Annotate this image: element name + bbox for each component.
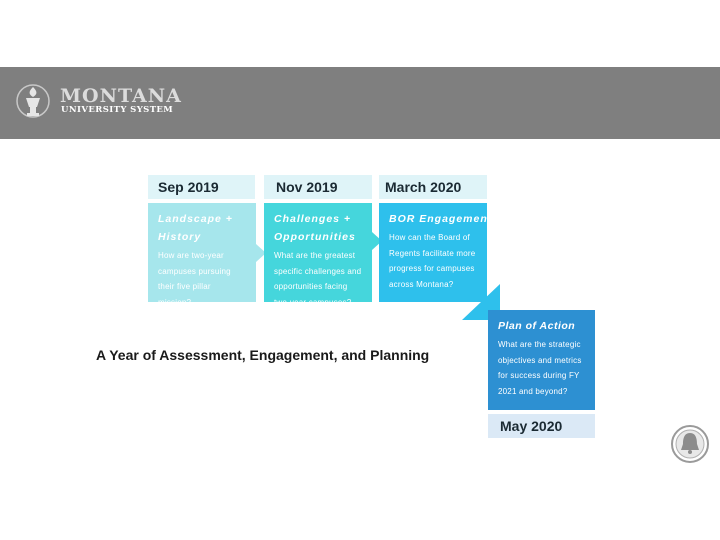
timeline-date: March 2020 (385, 179, 462, 195)
timeline-date: Sep 2019 (158, 179, 219, 195)
org-subtitle: UNIVERSITY SYSTEM (61, 105, 174, 115)
panel-heading: BOR Engagement (389, 213, 493, 225)
slide-title: A Year of Assessment, Engagement, and Planning (96, 347, 430, 363)
timeline-panel-plan (488, 310, 595, 410)
bell-seal-icon (670, 424, 710, 464)
panel-heading: Challenges + Opportunities (274, 213, 356, 243)
timeline-date-box (379, 175, 487, 199)
timeline-panel-landscape (148, 203, 256, 307)
panel-question: What are the strategic objectives and metrics for success during FY 2021 and beyond? (498, 340, 582, 396)
timeline-date-box (148, 175, 255, 199)
timeline-date: May 2020 (500, 418, 563, 434)
timeline-date-box (488, 414, 595, 438)
timeline-date-box (264, 175, 372, 199)
timeline-date: Nov 2019 (276, 179, 338, 195)
panel-heading: Landscape + History (158, 213, 233, 243)
timeline-panel-challenges (264, 203, 372, 307)
panel-heading: Plan of Action (498, 320, 576, 332)
torch-emblem-icon (15, 81, 51, 121)
org-name: MONTANA (60, 85, 182, 107)
panel-question: How can the Board of Regents facilitate more progress for campuses across Montana? (389, 233, 476, 289)
panel-question: What are the greatest specific challenges and opportunities facing two-year campuses? (274, 251, 362, 307)
panel-question: How are two-year campuses pursuing their five pillar mission? (158, 251, 231, 307)
